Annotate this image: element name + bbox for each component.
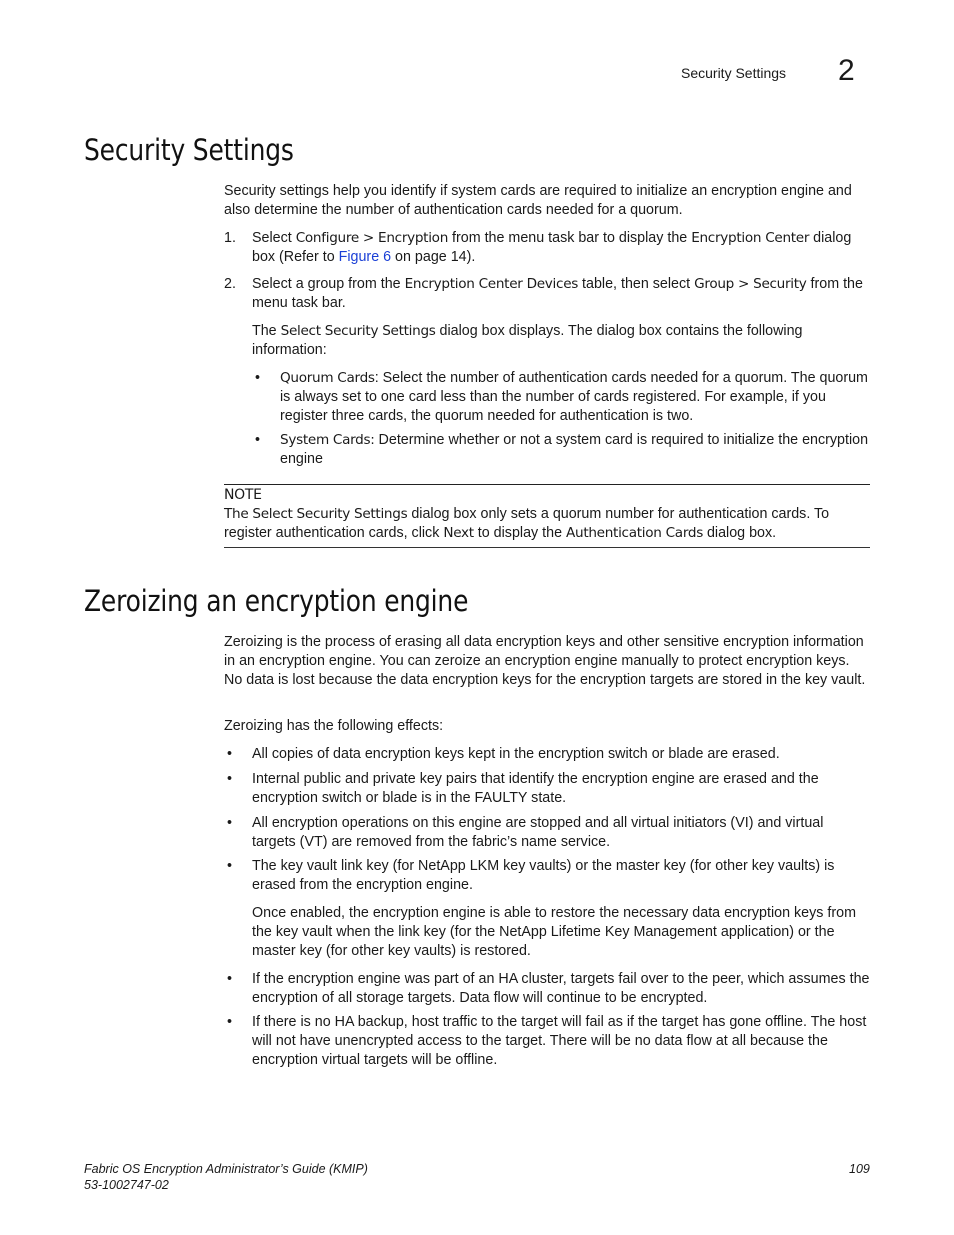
step-2-text: Select a group from the Encryption Center Devices table, then select Group > Security from the menu task bar. bbox=[252, 276, 863, 311]
section-heading-zeroizing: Zeroizing an encryption engine bbox=[84, 584, 469, 618]
bullet-icon: • bbox=[227, 746, 233, 762]
footer-document-number: 53-1002747-02 bbox=[84, 1178, 169, 1192]
note-top-rule bbox=[224, 484, 870, 485]
footer-page-number: 109 bbox=[849, 1162, 870, 1176]
bullet-icon: • bbox=[227, 1014, 233, 1030]
step-2-number: 2. bbox=[224, 276, 236, 292]
effect-item: All copies of data encryption keys kept in the encryption switch or blade are erased. bbox=[252, 746, 780, 762]
note-text: The Select Security Settings dialog box only sets a quorum number for authentication cards. To register authentication cards, click Next to display the Authentication Cards dialog box. bbox=[224, 506, 830, 541]
bullet-icon: • bbox=[227, 858, 233, 874]
system-cards-item: System Cards: Determine whether or not a system card is required to initialize the encryption engine bbox=[280, 432, 869, 467]
step-1-number: 1. bbox=[224, 230, 236, 246]
zeroizing-effects-lead: Zeroizing has the following effects: bbox=[224, 718, 444, 734]
bullet-icon: • bbox=[227, 815, 233, 831]
effect-item: If there is no HA backup, host traffic to the target will fail as if the target has gone offline. The host will not have unencrypted access to the target. There will be no data flow at all because the encryption virtual targets will be offline. bbox=[252, 1014, 867, 1068]
step-1-dialog-name: Encryption Center bbox=[691, 230, 810, 246]
note-label: NOTE bbox=[224, 487, 262, 503]
figure-6-link[interactable]: Figure 6 bbox=[338, 249, 392, 265]
step-1-text: Select Configure > Encryption from the menu task bar to display the Encryption Center dialog box (Refer to Figure 6 on page 14). bbox=[252, 230, 852, 265]
footer-guide-title: Fabric OS Encryption Administrator’s Guide (KMIP) bbox=[84, 1162, 368, 1176]
running-header-title: Security Settings bbox=[681, 65, 787, 81]
effect-item: The key vault link key (for NetApp LKM key vaults) or the master key (for other key vaults) is erased from the encryption engine. bbox=[252, 858, 835, 893]
bullet-icon: • bbox=[227, 771, 233, 787]
step-2-menu-path: Group > Security bbox=[694, 276, 807, 292]
step-1-menu-path: Configure > Encryption bbox=[295, 230, 449, 246]
dialog-description: The Select Security Settings dialog box displays. The dialog box contains the following information: bbox=[252, 323, 803, 358]
quorum-cards-label: Quorum Cards bbox=[280, 370, 375, 386]
section-heading-security-settings: Security Settings bbox=[84, 133, 294, 167]
step-2-table-name: Encryption Center Devices bbox=[404, 276, 579, 292]
chapter-number: 2 bbox=[838, 54, 855, 87]
dialog-name: Select Security Settings bbox=[280, 323, 436, 339]
bullet-icon: • bbox=[255, 432, 261, 448]
note-bottom-rule bbox=[224, 547, 870, 548]
effect-item: All encryption operations on this engine are stopped and all virtual initiators (VI) and virtual targets (VT) are removed from the fabric’s name service. bbox=[252, 815, 824, 850]
zeroizing-intro-paragraph: Zeroizing is the process of erasing all data encryption keys and other sensitive encryption information in an encryption engine. You can zeroize an encryption engine manually to protect encryption keys. No data is lost because the data encryption keys for the encryption targets are stored in the key vault. bbox=[224, 634, 866, 688]
system-cards-label: System Cards: bbox=[280, 432, 375, 448]
bullet-icon: • bbox=[255, 370, 261, 386]
effect-item: Internal public and private key pairs that identify the encryption engine are erased and the encryption switch or blade is in the FAULTY state. bbox=[252, 771, 819, 806]
effect-item: If the encryption engine was part of an HA cluster, targets fail over to the peer, which assumes the encryption of all storage targets. Data flow will continue to be encrypted. bbox=[252, 971, 870, 1006]
enabled-restore-paragraph: Once enabled, the encryption engine is able to restore the necessary data encryption keys from the key vault when the link key (for the NetApp Lifetime Key Management application) or the master key (for other key vaults) is restored. bbox=[252, 905, 856, 959]
security-intro-paragraph: Security settings help you identify if system cards are required to initialize an encryption engine and also determine the number of authentication cards needed for a quorum. bbox=[224, 183, 852, 218]
bullet-icon: • bbox=[227, 971, 233, 987]
quorum-cards-item: Quorum Cards: Select the number of authentication cards needed for a quorum. The quorum is always set to one card less than the number of cards registered. For example, if you register three cards, the quorum needed for authentication is two. bbox=[280, 370, 868, 424]
